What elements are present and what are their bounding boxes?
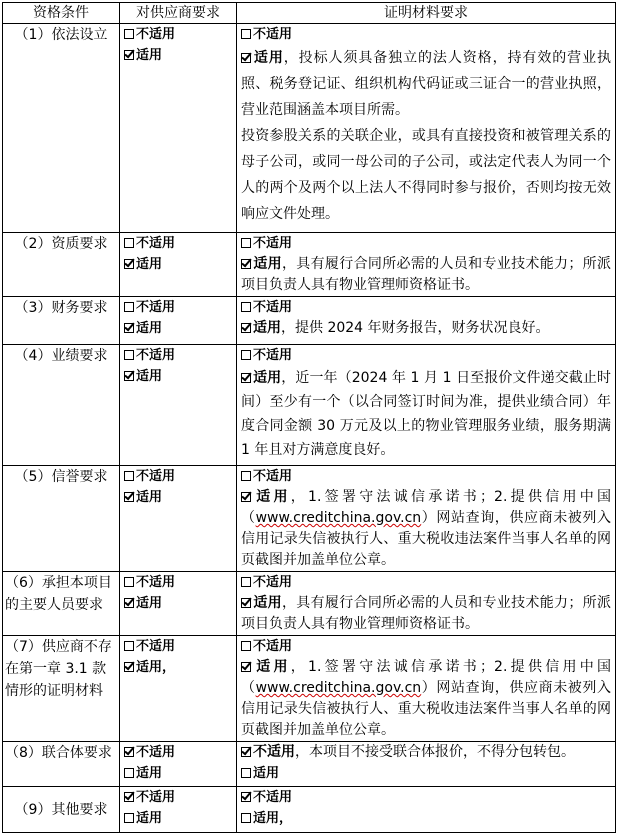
checkbox-checked-icon [241, 662, 251, 672]
condition-cell: （4）业绩要求 [3, 345, 120, 466]
table-row [3, 233, 616, 297]
proof-cell [237, 466, 616, 572]
option-applicable[interactable]: 适用， [124, 657, 232, 678]
proof-text: ，本项目不接受联合体报价，不得分包转包。 [295, 744, 575, 760]
checkbox-checked-icon [124, 323, 134, 333]
proof-text: ，近一年（2024 年 1 月 1 日至报价文件递交截止时间）至少有一个（以合同签订时间为准，提供业绩合同）年度合同金额 30 万元及以上的物业管理服务业绩，服务期满 1 年且对方满意度良好。 [241, 370, 611, 458]
checkbox-checked-icon [124, 747, 134, 757]
proof-option-not-applicable[interactable]: 不适用 [241, 466, 611, 487]
option-not-applicable[interactable]: 不适用 [124, 466, 232, 487]
table-row [3, 636, 616, 742]
supplier-cell [120, 345, 237, 466]
checkbox-icon [241, 577, 251, 587]
proof-cell [237, 297, 616, 345]
proof-text-pre: ，1.签署守法诚信承诺书；2.提供信用中国（ [241, 659, 611, 696]
option-applicable[interactable]: 适用 [124, 808, 232, 829]
option-applicable[interactable]: 适用 [124, 487, 232, 508]
proof-option-not-applicable[interactable]: 不适用 [241, 297, 611, 318]
proof-selected-label: 适用 [253, 370, 282, 386]
option-not-applicable[interactable]: 不适用 [124, 787, 232, 808]
checkbox-checked-icon [241, 492, 251, 502]
supplier-cell [120, 572, 237, 636]
header-proof: 证明材料要求 [237, 3, 616, 24]
checkbox-checked-icon [241, 792, 251, 802]
proof-text: ，具有履行合同所必需的人员和专业技术能力；所派项目负责人具有物业管理师资格证书。 [241, 595, 612, 632]
header-row [3, 3, 616, 24]
proof-option-not-applicable[interactable]: 不适用 [241, 233, 611, 254]
condition-cell: （8）联合体要求 [3, 742, 120, 787]
option-not-applicable[interactable]: 不适用 [124, 24, 232, 45]
checkbox-icon [241, 302, 251, 312]
proof-text: ，投标人须具备独立的法人资格，持有效的营业执照、税务登记证、组织机构代码证或三证合一的营业执照，营业范围涵盖本项目所需。 [241, 50, 611, 118]
checkbox-checked-icon [124, 50, 134, 60]
condition-cell: （9）其他要求 [3, 787, 120, 833]
checkbox-checked-icon [241, 323, 251, 333]
checkbox-checked-icon [124, 662, 134, 672]
proof-option-not-applicable[interactable]: 不适用 [241, 787, 611, 808]
table-row [3, 24, 616, 233]
checkbox-icon [124, 471, 134, 481]
table-row [3, 297, 616, 345]
option-applicable[interactable]: 适用 [124, 318, 232, 339]
checkbox-icon [124, 302, 134, 312]
option-not-applicable[interactable]: 不适用 [124, 636, 232, 657]
proof-selected-label: 适用 [253, 50, 284, 66]
proof-selected-label: 适用 [253, 595, 282, 611]
condition-cell: （2）资质要求 [3, 233, 120, 297]
header-condition: 资格条件 [3, 3, 120, 24]
checkbox-checked-icon [241, 53, 251, 63]
proof-selected-label: 适用 [253, 659, 291, 675]
table-row [3, 345, 616, 466]
checkbox-checked-icon [124, 792, 134, 802]
checkbox-icon [241, 813, 251, 823]
checkbox-icon [241, 238, 251, 248]
option-not-applicable[interactable]: 不适用 [124, 742, 232, 763]
proof-cell [237, 742, 616, 787]
proof-text-post: ）网站查询，供应商未被列入信用记录失信被执行人、重大税收违法案件当事人名单的网页截图并加盖单位公章。 [241, 680, 612, 738]
checkbox-icon [124, 768, 134, 778]
checkbox-icon [241, 471, 251, 481]
checkbox-checked-icon [241, 598, 251, 608]
checkbox-icon [241, 350, 251, 360]
proof-text: ，提供 2024 年财务报告，财务状况良好。 [281, 320, 550, 336]
proof-text-post: ）网站查询，供应商未被列入信用记录失信被执行人、重大税收违法案件当事人名单的网页截图并加盖单位公章。 [241, 510, 612, 568]
proof-option-not-applicable[interactable]: 不适用 [241, 636, 611, 657]
supplier-cell [120, 233, 237, 297]
supplier-cell [120, 24, 237, 233]
checkbox-icon [124, 813, 134, 823]
checkbox-icon [124, 29, 134, 39]
checkbox-icon [241, 29, 251, 39]
option-not-applicable[interactable]: 不适用 [124, 297, 232, 318]
option-applicable[interactable]: 适用 [124, 593, 232, 614]
checkbox-icon [124, 238, 134, 248]
checkbox-icon [124, 577, 134, 587]
proof-selected-label: 适用 [253, 489, 291, 505]
proof-cell [237, 24, 616, 233]
proof-option-not-applicable[interactable]: 不适用 [241, 345, 611, 366]
proof-selected-label: 不适用 [253, 744, 295, 760]
proof-option-not-applicable[interactable]: 不适用 [241, 24, 611, 45]
option-not-applicable[interactable]: 不适用 [124, 233, 232, 254]
checkbox-icon [124, 641, 134, 651]
checkbox-checked-icon [124, 598, 134, 608]
supplier-cell [120, 742, 237, 787]
creditchina-link[interactable]: www.creditchina.gov.cn [255, 680, 422, 696]
option-applicable[interactable]: 适用 [124, 763, 232, 784]
option-applicable[interactable]: 适用 [124, 45, 232, 66]
proof-text: ，具有履行合同所必需的人员和专业技术能力；所派项目负责人具有物业管理师资格证书。 [241, 256, 612, 293]
condition-cell: （6）承担本项目的主要人员要求 [3, 572, 120, 636]
creditchina-link[interactable]: www.creditchina.gov.cn [255, 510, 422, 526]
condition-cell: （5）信誉要求 [3, 466, 120, 572]
table-row [3, 787, 616, 833]
proof-cell [237, 345, 616, 466]
proof-selected-label: 适用 [253, 320, 281, 336]
proof-option-not-applicable[interactable]: 不适用 [241, 572, 611, 593]
proof-text-pre: ，1.签署守法诚信承诺书；2.提供信用中国（ [241, 489, 611, 526]
supplier-cell [120, 466, 237, 572]
checkbox-checked-icon [241, 747, 251, 757]
checkbox-checked-icon [241, 373, 251, 383]
option-not-applicable[interactable]: 不适用 [124, 572, 232, 593]
qualification-table [2, 2, 616, 833]
table-row [3, 742, 616, 787]
condition-cell: （7）供应商不存在第一章 3.1 款情形的证明材料 [3, 636, 120, 742]
proof-text-2: 投资参股关系的关联企业，或具有直接投资和被管理关系的母子公司，或同一母公司的子公司，或法定代表人为同一个人的两个及两个以上法人不得同时参与报价，否则均按无效响应文件处理。 [241, 128, 611, 222]
option-applicable[interactable]: 适用 [124, 366, 232, 387]
header-supplier: 对供应商要求 [120, 3, 237, 24]
proof-option-applicable[interactable]: 适用 [241, 763, 611, 784]
checkbox-checked-icon [241, 259, 251, 269]
proof-cell [237, 233, 616, 297]
supplier-cell [120, 297, 237, 345]
checkbox-checked-icon [124, 492, 134, 502]
proof-cell [237, 572, 616, 636]
proof-option-applicable[interactable]: 适用， [241, 808, 611, 829]
option-not-applicable[interactable]: 不适用 [124, 345, 232, 366]
checkbox-icon [124, 350, 134, 360]
checkbox-checked-icon [124, 259, 134, 269]
option-applicable[interactable]: 适用 [124, 254, 232, 275]
supplier-cell [120, 787, 237, 833]
checkbox-checked-icon [124, 371, 134, 381]
condition-cell: （3）财务要求 [3, 297, 120, 345]
proof-cell [237, 787, 616, 833]
proof-selected-label: 适用 [253, 256, 282, 272]
proof-cell [237, 636, 616, 742]
table-row [3, 572, 616, 636]
checkbox-icon [241, 768, 251, 778]
table-row [3, 466, 616, 572]
condition-cell: （1）依法设立 [3, 24, 120, 233]
supplier-cell [120, 636, 237, 742]
checkbox-icon [241, 641, 251, 651]
